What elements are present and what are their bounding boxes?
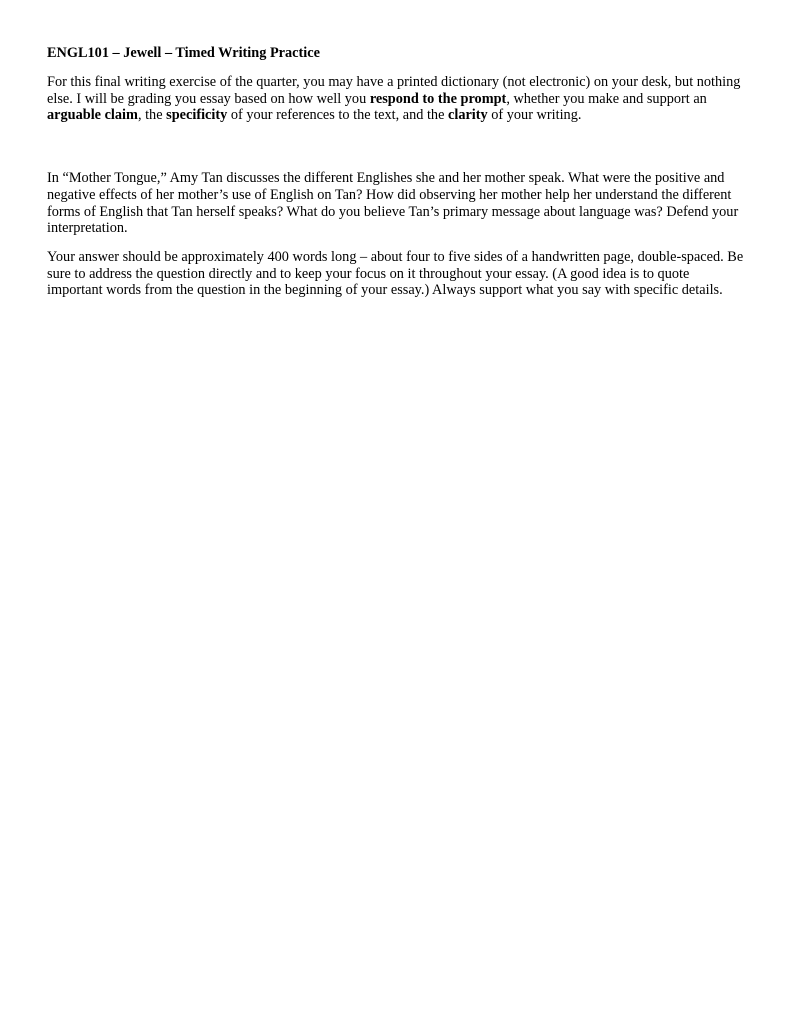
- criterion-respond-to-prompt: respond to the prompt: [369, 90, 507, 107]
- length-guidance-paragraph: Your answer should be approximately 400 words long – about four to five sides of a handwritten page, double-spaced. Be sure to address the question directly and to keep your focus on it throughout your essay. (A good idea is to quote important words from the question in the beginning of your essay.) Always support what you say with specific details.: [47, 248, 744, 299]
- essay-prompt-paragraph: In “Mother Tongue,” Amy Tan discusses the different Englishes she and her mother speak. What were the positive and negative effects of her mother’s use of English on Tan? How did observing her mother help her understand the different forms of English that Tan herself speaks? What do you believe Tan’s primary message about language was? Defend your interpretation.: [47, 170, 739, 237]
- instructions-text-3: , the: [137, 107, 167, 124]
- criterion-clarity: clarity: [448, 107, 488, 124]
- instructions-text-1: For this final writing exercise of the quarter, you may have a printed dictionary (not electronic) on your desk, but nothing else. I will be grading you essay based on how well you: [47, 74, 741, 107]
- instructions-text-2: , whether you make and support an: [506, 90, 707, 107]
- instructions-paragraph: [47, 74, 747, 124]
- document-title: ENGL101 – Jewell – Timed Writing Practice: [47, 45, 320, 61]
- instructions-text-4: of your references to the text, and the: [227, 107, 448, 124]
- criterion-specificity: specificity: [166, 107, 228, 124]
- criterion-arguable-claim: arguable claim: [47, 107, 138, 124]
- instructions-text-5: of your writing.: [487, 107, 582, 124]
- document-page: [47, 45, 747, 299]
